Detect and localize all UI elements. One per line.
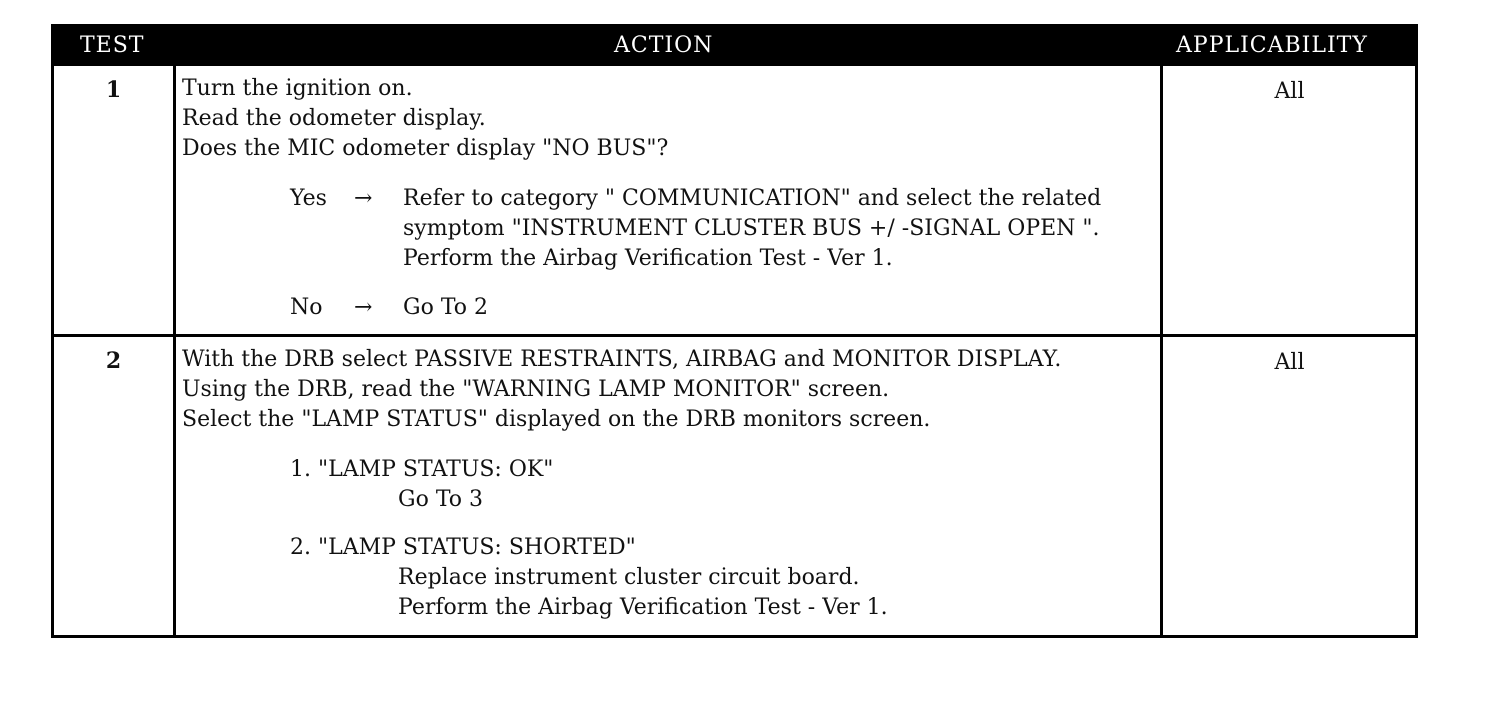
row1-no-arrow-icon: → bbox=[354, 295, 373, 320]
row1-yes-line-1: Refer to category " COMMUNICATION" and select the related bbox=[403, 186, 1102, 211]
row2-step-3: Select the "LAMP STATUS" displayed on the DRB monitors screen. bbox=[182, 407, 931, 432]
row1-step-1: Turn the ignition on. bbox=[182, 76, 413, 101]
row1-yes-line-3: Perform the Airbag Verification Test - Ver 1. bbox=[403, 246, 893, 271]
row2-option-2: 2. "LAMP STATUS: SHORTED" bbox=[290, 535, 636, 560]
row2-step-2: Using the DRB, read the "WARNING LAMP MONITOR" screen. bbox=[182, 377, 890, 402]
diagnostic-table bbox=[51, 24, 1418, 638]
row1-test-number: 1 bbox=[105, 77, 122, 103]
row1-yes-arrow-icon: → bbox=[354, 186, 373, 211]
row2-test-number: 2 bbox=[105, 348, 122, 374]
header-applicability: APPLICABILITY bbox=[1176, 33, 1368, 58]
row2-option-2-line-1: Replace instrument cluster circuit board. bbox=[398, 565, 860, 590]
row2-step-1: With the DRB select PASSIVE RESTRAINTS, AIRBAG and MONITOR DISPLAY. bbox=[182, 347, 1062, 372]
row1-yes-line-2: symptom "INSTRUMENT CLUSTER BUS +/ -SIGNAL OPEN ". bbox=[403, 216, 1100, 241]
row1-no-action: Go To 2 bbox=[403, 295, 489, 320]
row1-yes-label: Yes bbox=[290, 186, 327, 211]
row2-option-1-action: Go To 3 bbox=[398, 487, 484, 512]
row1-step-3: Does the MIC odometer display "NO BUS"? bbox=[182, 136, 669, 161]
row1-no-label: No bbox=[290, 295, 323, 320]
row1-step-2: Read the odometer display. bbox=[182, 106, 486, 131]
column-divider-applicability bbox=[1160, 66, 1163, 635]
header-action: ACTION bbox=[614, 33, 714, 58]
row-divider bbox=[54, 334, 1415, 337]
row1-applicability: All bbox=[1274, 79, 1305, 104]
column-divider-test bbox=[173, 66, 176, 635]
table-header bbox=[54, 27, 1415, 66]
row2-option-2-line-2: Perform the Airbag Verification Test - Ver 1. bbox=[398, 595, 888, 620]
row2-applicability: All bbox=[1274, 350, 1305, 375]
header-test: TEST bbox=[80, 33, 145, 58]
row2-option-1: 1. "LAMP STATUS: OK" bbox=[290, 457, 554, 482]
